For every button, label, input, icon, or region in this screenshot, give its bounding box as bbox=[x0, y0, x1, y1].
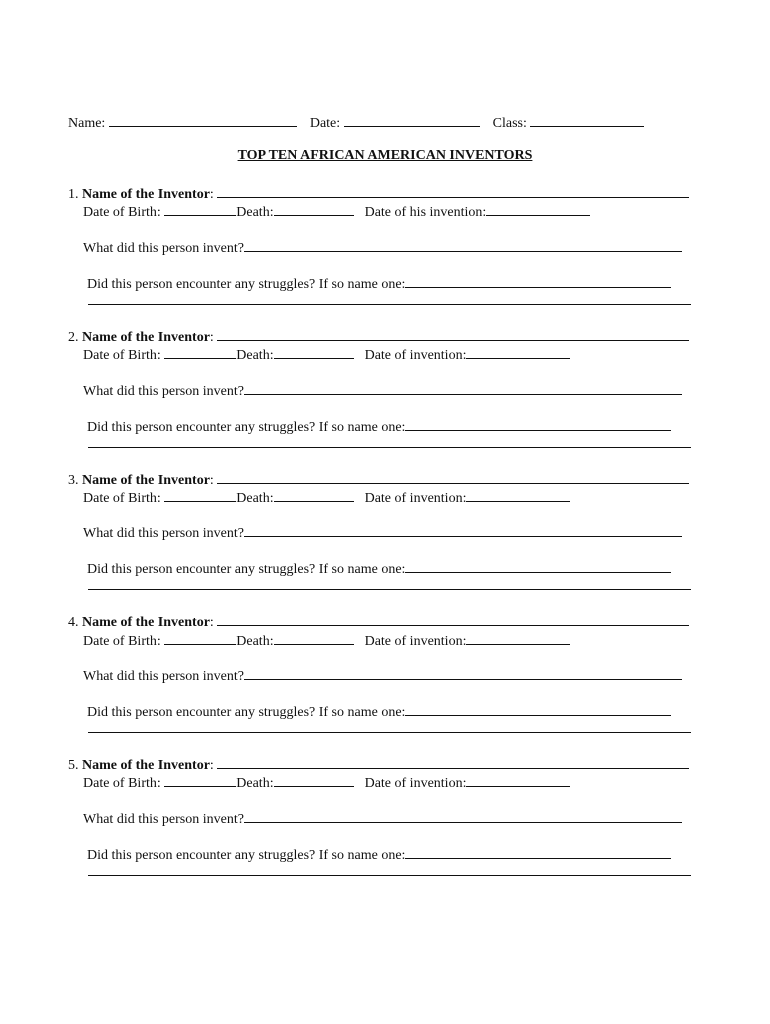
struggle-blank[interactable] bbox=[405, 417, 671, 431]
header-row bbox=[68, 113, 644, 132]
invent-question: What did this person invent? bbox=[83, 526, 244, 541]
struggle-row bbox=[87, 559, 671, 578]
invention-date-label: Date of his invention: bbox=[364, 205, 487, 220]
page-title: TOP TEN AFRICAN AMERICAN INVENTORS bbox=[237, 148, 533, 163]
class-blank[interactable] bbox=[530, 113, 644, 127]
invention-date-blank[interactable] bbox=[486, 202, 590, 216]
birth-label: Date of Birth: bbox=[83, 491, 161, 506]
struggle-question: Did this person encounter any struggles? If so name one: bbox=[87, 562, 406, 577]
death-blank[interactable] bbox=[274, 488, 354, 502]
invent-blank[interactable] bbox=[244, 381, 682, 395]
birth-label: Date of Birth: bbox=[83, 205, 161, 220]
struggle-extra-line[interactable] bbox=[88, 875, 691, 876]
invent-row bbox=[83, 809, 682, 828]
invention-date-label: Date of invention: bbox=[364, 348, 467, 363]
struggle-row bbox=[87, 274, 671, 293]
death-label: Death: bbox=[236, 348, 274, 363]
inventor-name-row bbox=[68, 612, 689, 631]
entry-number: 3. bbox=[68, 473, 79, 488]
struggle-blank[interactable] bbox=[405, 559, 671, 573]
invent-row bbox=[83, 238, 682, 257]
inventor-name-row bbox=[68, 327, 689, 346]
invent-question: What did this person invent? bbox=[83, 384, 244, 399]
inventor-name-label: Name of the Inventor bbox=[82, 187, 210, 202]
death-label: Death: bbox=[236, 634, 274, 649]
inventor-name-blank[interactable] bbox=[217, 470, 689, 484]
entry-number: 1. bbox=[68, 187, 79, 202]
invent-row bbox=[83, 523, 682, 542]
invent-question: What did this person invent? bbox=[83, 669, 244, 684]
entry-number: 5. bbox=[68, 758, 79, 773]
invention-date-label: Date of invention: bbox=[364, 776, 467, 791]
inventor-name-blank[interactable] bbox=[217, 184, 689, 198]
invention-date-label: Date of invention: bbox=[364, 491, 467, 506]
death-label: Death: bbox=[236, 776, 274, 791]
entry-number: 2. bbox=[68, 330, 79, 345]
invent-blank[interactable] bbox=[244, 238, 682, 252]
struggle-blank[interactable] bbox=[405, 274, 671, 288]
invention-date-blank[interactable] bbox=[466, 631, 570, 645]
colon: : bbox=[209, 187, 214, 202]
death-blank[interactable] bbox=[274, 345, 354, 359]
invent-question: What did this person invent? bbox=[83, 241, 244, 256]
colon: : bbox=[209, 758, 214, 773]
death-label: Death: bbox=[236, 205, 274, 220]
struggle-question: Did this person encounter any struggles? If so name one: bbox=[87, 277, 406, 292]
invent-blank[interactable] bbox=[244, 666, 682, 680]
birth-label: Date of Birth: bbox=[83, 776, 161, 791]
colon: : bbox=[209, 330, 214, 345]
dates-row bbox=[83, 631, 570, 650]
dates-row bbox=[83, 773, 570, 792]
name-label: Name: bbox=[68, 116, 106, 131]
invent-row bbox=[83, 666, 682, 685]
invent-blank[interactable] bbox=[244, 809, 682, 823]
invent-question: What did this person invent? bbox=[83, 812, 244, 827]
inventor-name-row bbox=[68, 755, 689, 774]
struggle-row bbox=[87, 417, 671, 436]
struggle-extra-line[interactable] bbox=[88, 732, 691, 733]
death-blank[interactable] bbox=[274, 773, 354, 787]
invention-date-blank[interactable] bbox=[466, 488, 570, 502]
invention-date-blank[interactable] bbox=[466, 345, 570, 359]
date-blank[interactable] bbox=[344, 113, 480, 127]
inventor-name-blank[interactable] bbox=[217, 327, 689, 341]
struggle-extra-line[interactable] bbox=[88, 304, 691, 305]
death-blank[interactable] bbox=[274, 202, 354, 216]
struggle-question: Did this person encounter any struggles? If so name one: bbox=[87, 420, 406, 435]
inventor-name-row bbox=[68, 470, 689, 489]
birth-label: Date of Birth: bbox=[83, 634, 161, 649]
name-blank[interactable] bbox=[109, 113, 297, 127]
invention-date-label: Date of invention: bbox=[364, 634, 467, 649]
class-label: Class: bbox=[492, 116, 527, 131]
birth-blank[interactable] bbox=[164, 773, 236, 787]
death-blank[interactable] bbox=[274, 631, 354, 645]
birth-blank[interactable] bbox=[164, 202, 236, 216]
struggle-blank[interactable] bbox=[405, 845, 671, 859]
entry-number: 4. bbox=[68, 615, 79, 630]
dates-row bbox=[83, 345, 570, 364]
inventor-name-blank[interactable] bbox=[217, 612, 689, 626]
invent-blank[interactable] bbox=[244, 523, 682, 537]
struggle-row bbox=[87, 702, 671, 721]
inventor-name-blank[interactable] bbox=[217, 755, 689, 769]
struggle-extra-line[interactable] bbox=[88, 589, 691, 590]
inventor-name-label: Name of the Inventor bbox=[82, 615, 210, 630]
invention-date-blank[interactable] bbox=[466, 773, 570, 787]
colon: : bbox=[209, 473, 214, 488]
birth-blank[interactable] bbox=[164, 631, 236, 645]
birth-label: Date of Birth: bbox=[83, 348, 161, 363]
birth-blank[interactable] bbox=[164, 345, 236, 359]
colon: : bbox=[209, 615, 214, 630]
death-label: Death: bbox=[236, 491, 274, 506]
inventor-name-label: Name of the Inventor bbox=[82, 330, 210, 345]
dates-row bbox=[83, 488, 570, 507]
struggle-extra-line[interactable] bbox=[88, 447, 691, 448]
struggle-row bbox=[87, 845, 671, 864]
invent-row bbox=[83, 381, 682, 400]
inventor-name-label: Name of the Inventor bbox=[82, 758, 210, 773]
inventor-name-label: Name of the Inventor bbox=[82, 473, 210, 488]
struggle-blank[interactable] bbox=[405, 702, 671, 716]
dates-row bbox=[83, 202, 590, 221]
struggle-question: Did this person encounter any struggles? If so name one: bbox=[87, 848, 406, 863]
inventor-name-row bbox=[68, 184, 689, 203]
struggle-question: Did this person encounter any struggles? If so name one: bbox=[87, 705, 406, 720]
date-label: Date: bbox=[309, 116, 341, 131]
birth-blank[interactable] bbox=[164, 488, 236, 502]
